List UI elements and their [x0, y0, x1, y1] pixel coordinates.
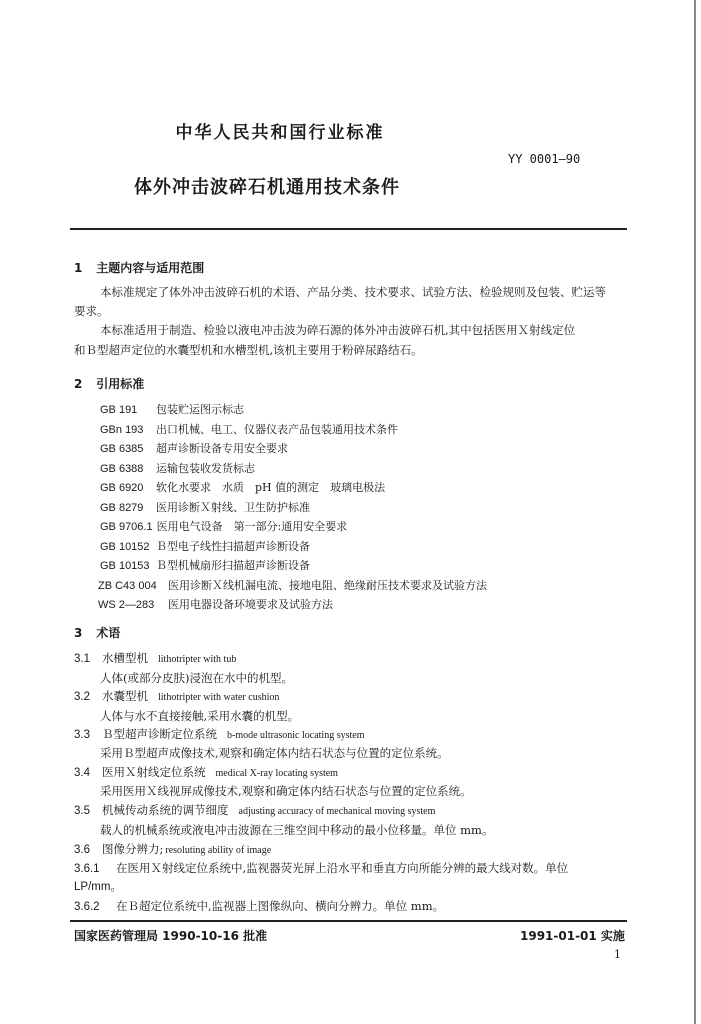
reference-title: 医用诊断Ｘ射线、卫生防护标准 [156, 501, 310, 514]
subterm-entry [74, 901, 444, 914]
standard-code: YY 0001—90 [508, 152, 581, 166]
section-2-heading [74, 378, 144, 390]
reference-item [98, 580, 487, 592]
reference-code: ZB C43 004 [98, 580, 157, 592]
section-number: 2 [74, 377, 83, 391]
term-definition: 人体与水不直接接触,采用水囊的机型。 [100, 709, 300, 723]
term-number: 3.4 [74, 767, 90, 779]
term-number: 3.6 [74, 844, 90, 856]
subterm-text: 在医用Ｘ射线定位系统中,监视器荧光屏上沿水平和垂直方向所能分辨的最大线对数。单位 [116, 861, 569, 875]
term-name: 水囊型机 [102, 689, 148, 703]
subterm-text: 在Ｂ超定位系统中,监视器上图像纵向、横向分辨力。单位 mm。 [116, 899, 445, 913]
page-number: 1 [614, 948, 621, 961]
standard-category-title: 中华人民共和国行业标准 [175, 123, 385, 143]
term-entry [74, 729, 364, 742]
section-title: 引用标准 [96, 377, 145, 391]
reference-item [100, 463, 255, 475]
term-number: 3.5 [74, 805, 90, 817]
term-number: 3.1 [74, 653, 90, 665]
term-english: medical X-ray locating system [215, 768, 338, 779]
reference-code: GB 6385 [100, 443, 144, 455]
reference-item [98, 599, 333, 611]
term-english: b-mode ultrasonic locating system [227, 730, 365, 741]
paragraph-line: 和Ｂ型超声定位的水囊型机和水槽型机,该机主要用于粉碎尿路结石。 [74, 343, 423, 357]
reference-item [100, 404, 244, 416]
approval-info: 国家医药管理局 1990-10-16 批准 [74, 929, 268, 943]
reference-item [100, 482, 385, 494]
document-title: 体外冲击波碎石机通用技术条件 [134, 177, 400, 198]
reference-code: GB 6920 [100, 482, 144, 494]
reference-code: GB 191 [100, 404, 138, 416]
term-entry [74, 691, 279, 704]
reference-title: 医用电器设备环境要求及试验方法 [168, 598, 333, 611]
reference-code: WS 2—283 [98, 599, 155, 611]
section-title: 术语 [96, 626, 121, 640]
reference-title: 软化水要求 水质 pH 值的测定 玻璃电极法 [156, 481, 386, 494]
reference-item [100, 560, 310, 572]
reference-item [100, 502, 310, 514]
term-name: 水槽型机 [102, 651, 148, 665]
term-english: resoluting ability of image [165, 845, 272, 856]
reference-title: 超声诊断设备专用安全要求 [156, 442, 288, 455]
reference-code: GB 6388 [100, 463, 144, 475]
section-number: 3 [74, 626, 83, 640]
term-name: 图像分辨力; [102, 842, 164, 856]
footer-divider [70, 920, 627, 922]
reference-item [100, 521, 347, 533]
paragraph-line: 本标准规定了体外冲击波碎石机的术语、产品分类、技术要求、试验方法、检验规则及包装、贮运等 [100, 285, 606, 299]
term-english: lithotripter with water cushion [158, 692, 280, 703]
page-edge [694, 0, 696, 1024]
term-entry [74, 844, 271, 857]
section-title: 主题内容与适用范围 [96, 261, 205, 275]
subterm-text-continued: LP/mm。 [74, 881, 122, 893]
term-english: adjusting accuracy of mechanical moving system [238, 806, 436, 817]
term-entry [74, 653, 236, 666]
reference-item [100, 541, 310, 553]
reference-title: Ｂ型电子线性扫描超声诊断设备 [156, 540, 310, 553]
reference-item [100, 443, 288, 455]
subterm-entry [74, 863, 568, 876]
reference-code: GB 10152 [100, 541, 150, 553]
reference-title: 医用诊断Ｘ线机漏电流、接地电阻、绝缘耐压技术要求及试验方法 [168, 579, 487, 592]
section-number: 1 [74, 261, 83, 275]
reference-code: GB 9706.1 [100, 521, 153, 533]
header-divider [70, 228, 627, 230]
reference-title: Ｂ型机械扇形扫描超声诊断设备 [156, 559, 310, 572]
term-definition: 载人的机械系统或液电冲击波源在三维空间中移动的最小位移量。单位 mm。 [100, 823, 494, 837]
term-entry [74, 767, 338, 780]
reference-item [100, 424, 398, 436]
section-1-heading [74, 262, 204, 274]
reference-title: 运输包装收发货标志 [156, 462, 255, 475]
term-entry [74, 805, 435, 818]
reference-title: 医用电气设备 第一部分:通用安全要求 [156, 520, 348, 533]
term-number: 3.3 [74, 729, 90, 741]
term-number: 3.2 [74, 691, 90, 703]
reference-code: GB 8279 [100, 502, 144, 514]
reference-code: GBn 193 [100, 424, 144, 436]
term-name: Ｂ型超声诊断定位系统 [102, 727, 217, 741]
section-3-heading [74, 627, 120, 639]
reference-code: GB 10153 [100, 560, 150, 572]
subterm-number: 3.6.1 [74, 863, 100, 875]
effective-date: 1991-01-01 实施 [520, 929, 625, 943]
term-definition: 采用Ｂ型超声成像技术,观察和确定体内结石状态与位置的定位系统。 [100, 746, 449, 760]
paragraph-line: 本标准适用于制造、检验以液电冲击波为碎石源的体外冲击波碎石机,其中包括医用Ｘ射线定位 [100, 323, 576, 337]
term-definition: 人体(或部分皮肤)浸泡在水中的机型。 [100, 671, 293, 685]
reference-title: 包装贮运图示标志 [156, 403, 244, 416]
paragraph-line: 要求。 [74, 304, 109, 318]
reference-title: 出口机械、电工、仪器仪表产品包装通用技术条件 [156, 423, 398, 436]
subterm-number: 3.6.2 [74, 901, 100, 913]
term-english: lithotripter with tub [158, 654, 237, 665]
term-definition: 采用医用Ｘ线视屏成像技术,观察和确定体内结石状态与位置的定位系统。 [100, 784, 472, 798]
term-name: 医用Ｘ射线定位系统 [102, 765, 206, 779]
term-name: 机械传动系统的调节细度 [102, 803, 229, 817]
